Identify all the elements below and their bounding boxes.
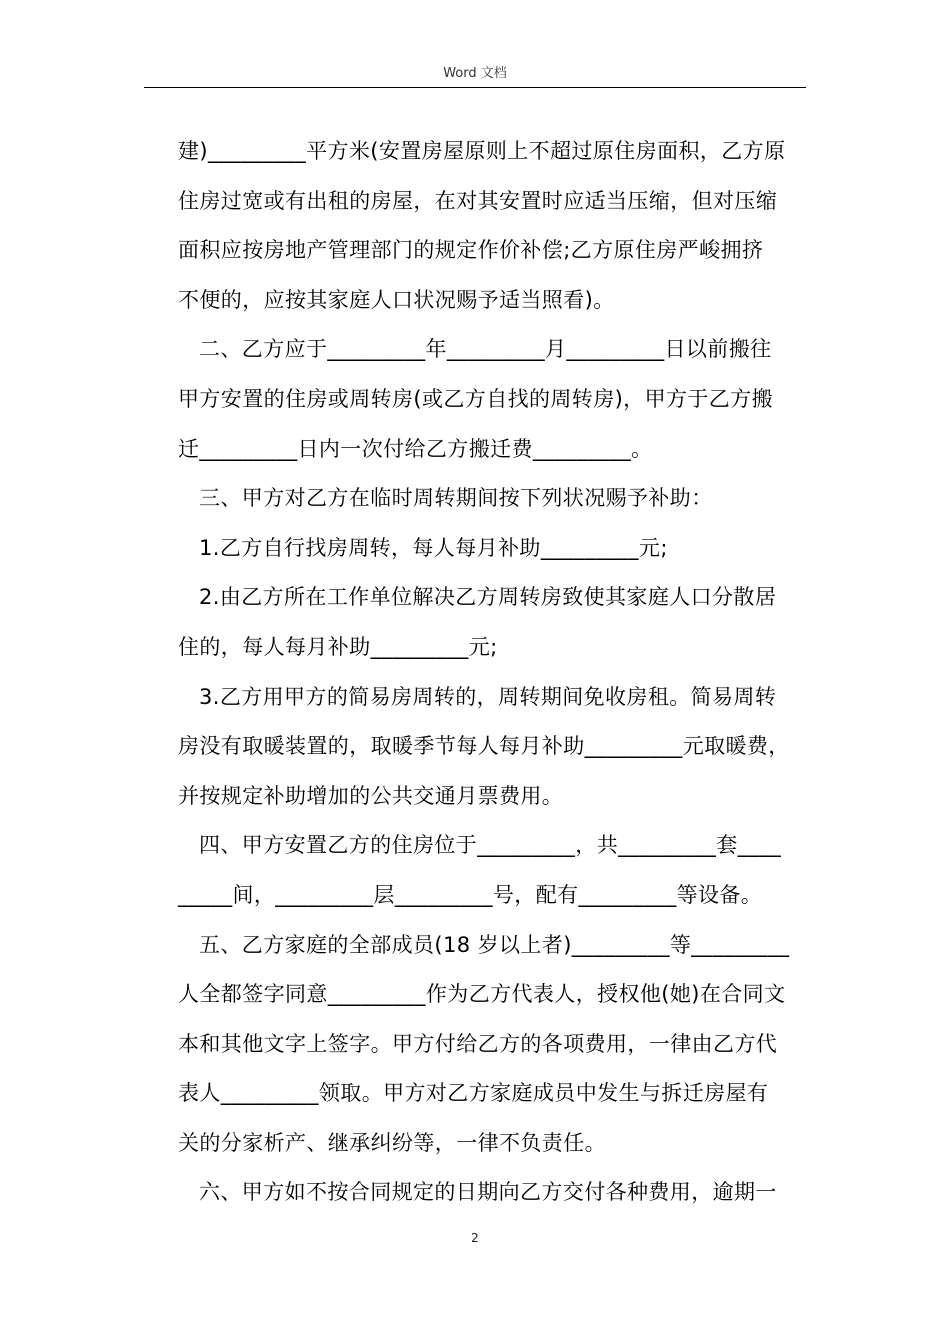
body-line: 不便的，应按其家庭人口状况赐予适当照看)。 (178, 287, 615, 312)
body-line: 3.乙方用甲方的简易房周转的，周转期间免收房租。简易周转 (199, 684, 777, 709)
body-line: 2.由乙方所在工作单位解决乙方周转房致使其家庭人口分散居 (199, 585, 777, 610)
body-line: 关的分家析产、继承纠纷等，一律不负责任。 (178, 1130, 606, 1155)
body-line: 1.乙方自行找房周转，每人每月补助_________元; (199, 535, 668, 560)
header-divider (144, 87, 806, 88)
body-line: 住的，每人每月补助_________元; (178, 634, 498, 659)
body-line: 并按规定补助增加的公共交通月票费用。 (178, 783, 564, 808)
body-line: 五、乙方家庭的全部成员(18 岁以上者)_________等_________ (199, 932, 790, 957)
body-line: 三、甲方对乙方在临时周转期间按下列状况赐予补助： (199, 486, 713, 511)
body-line: 四、甲方安置乙方的住房位于_________，共_________套____ (199, 833, 782, 858)
body-line: _____间，_________层_________号，配有_________等设备。 (178, 882, 763, 907)
body-line: 表人_________领取。甲方对乙方家庭成员中发生与拆迁房屋有 (178, 1081, 769, 1106)
body-line: 甲方安置的住房或周转房(或乙方自找的周转房)，甲方于乙方搬 (178, 386, 773, 411)
body-line: 六、甲方如不按合同规定的日期向乙方交付各种费用，逾期一 (199, 1180, 777, 1205)
body-line: 人全都签字同意_________作为乙方代表人，授权他(她)在合同文 (178, 982, 786, 1007)
body-line: 二、乙方应于_________年_________月_________日以前搬往 (199, 337, 772, 362)
document-header-title: Word 文档 (443, 66, 507, 81)
page-number: 2 (471, 1231, 479, 1245)
body-line: 住房过宽或有出租的房屋，在对其安置时应适当压缩，但对压缩 (178, 188, 778, 213)
body-line: 建)_________平方米(安置房屋原则上不超过原住房面积，乙方原 (178, 139, 786, 163)
body-line: 房没有取暖装置的，取暖季节每人每月补助_________元取暖费， (178, 734, 790, 759)
body-line: 面积应按房地产管理部门的规定作价补偿;乙方原住房严峻拥挤 (178, 238, 764, 263)
body-line: 迁_________日内一次付给乙方搬迁费_________。 (178, 436, 653, 461)
document-body (178, 127, 804, 1218)
body-line: 本和其他文字上签字。甲方付给乙方的各项费用，一律由乙方代 (178, 1031, 778, 1056)
